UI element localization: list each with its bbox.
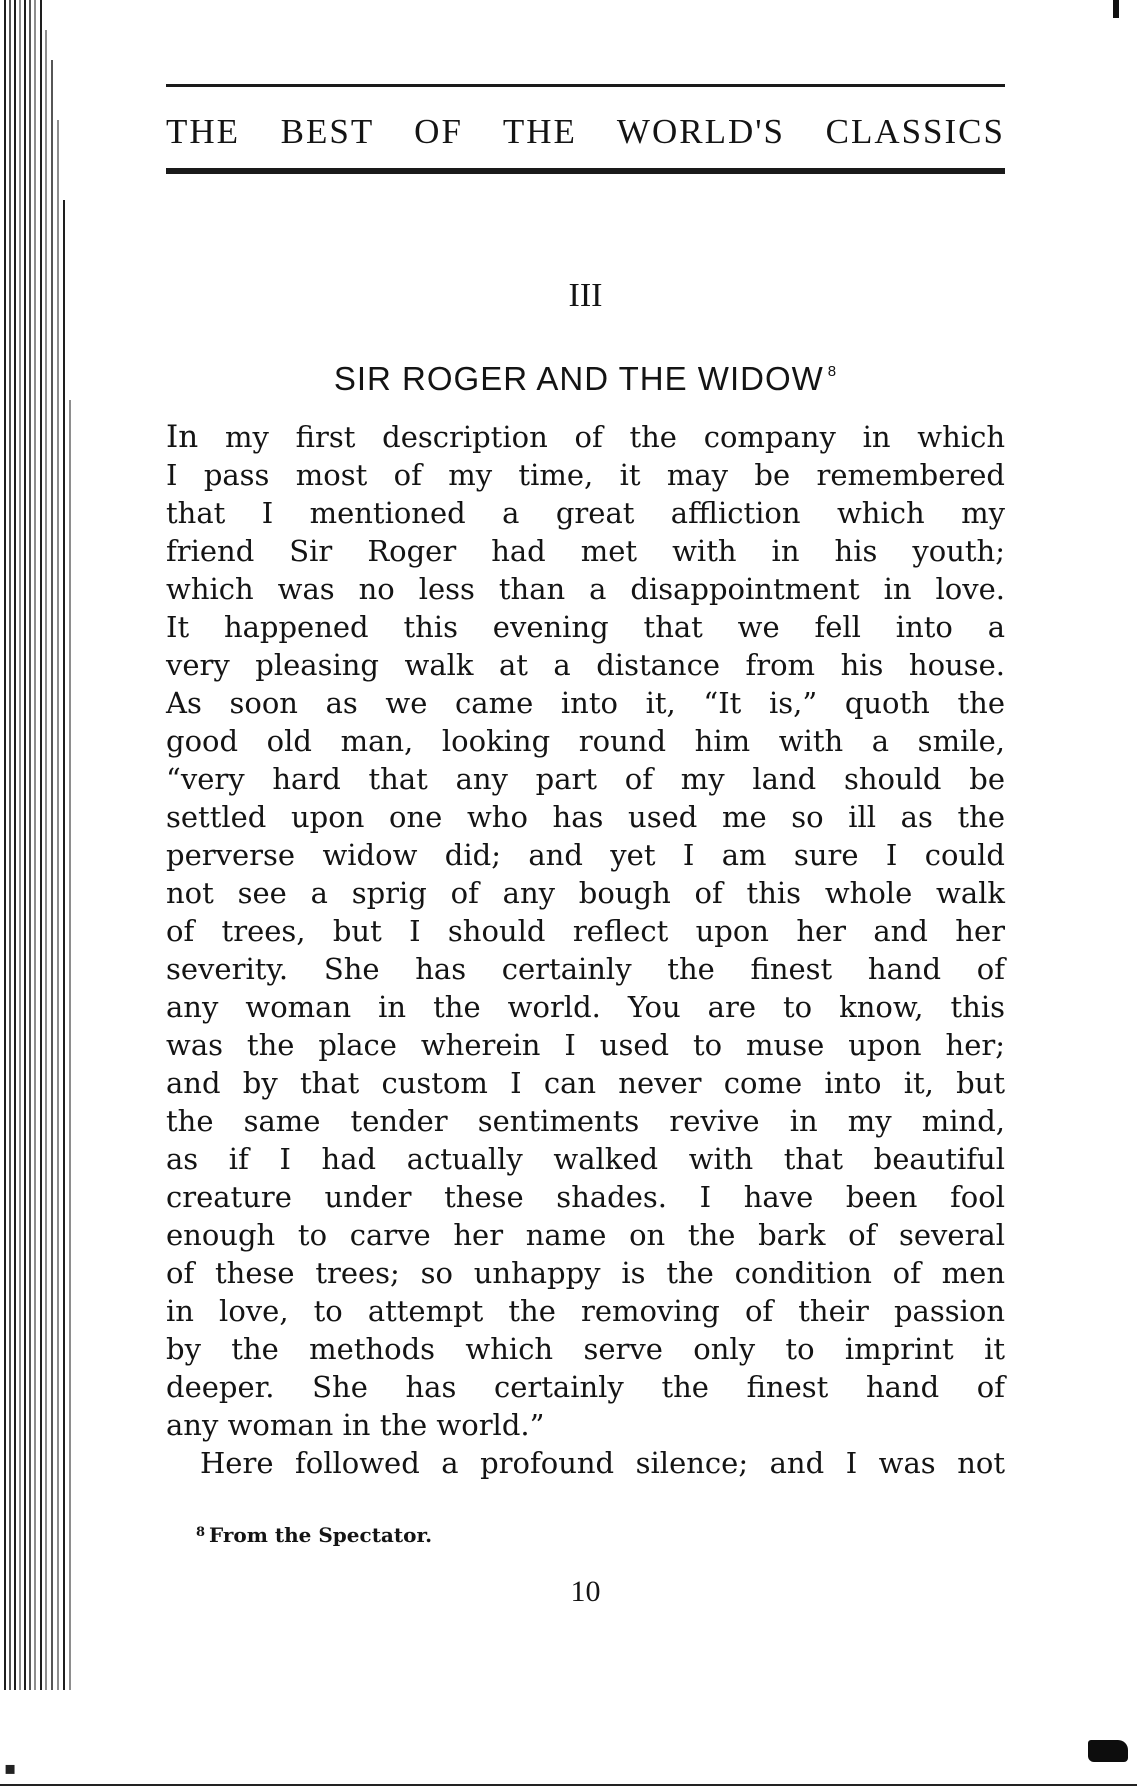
scan-bottom-edge bbox=[0, 1784, 1137, 1786]
body-line: settled upon one who has used me so ill as the bbox=[166, 800, 1005, 834]
chapter-title bbox=[166, 352, 1005, 399]
scan-corner-mark bbox=[1113, 0, 1119, 18]
body-line: In my first description of the company in which bbox=[166, 419, 1005, 455]
body-line: enough to carve her name on the bark of several bbox=[166, 1218, 1005, 1252]
body-line: as if I had actually walked with that beautiful bbox=[166, 1142, 1005, 1176]
body-line: It happened this evening that we fell into a bbox=[166, 610, 1005, 644]
body-line: of trees, but I should reflect upon her and her bbox=[166, 914, 1005, 948]
chapter-number: III bbox=[568, 277, 603, 314]
body-line: which was no less than a disappointment in love. bbox=[166, 572, 1005, 606]
body-line: any woman in the world. You are to know, this bbox=[166, 990, 1005, 1024]
page-number: 10 bbox=[570, 1575, 601, 1608]
running-header: THE BEST OF THE WORLD'S CLASSICS bbox=[166, 112, 1005, 151]
body-line: severity. She has certainly the finest hand of bbox=[166, 952, 1005, 986]
body-line: the same tender sentiments revive in my mind, bbox=[166, 1104, 1005, 1138]
body-line: I pass most of my time, it may be remembered bbox=[166, 458, 1005, 492]
body-line: deeper. She has certainly the finest hand of bbox=[166, 1370, 1005, 1404]
footnote bbox=[196, 1520, 432, 1548]
body-line: very pleasing walk at a distance from his house. bbox=[166, 648, 1005, 682]
body-line: “very hard that any part of my land should be bbox=[166, 762, 1005, 796]
book-binding-edge bbox=[0, 0, 80, 1700]
body-line: not see a sprig of any bough of this whole walk bbox=[166, 876, 1005, 910]
body-line: by the methods which serve only to imprint it bbox=[166, 1332, 1005, 1366]
body-line: any woman in the world.” bbox=[166, 1408, 545, 1442]
body-line: and by that custom I can never come into it, but bbox=[166, 1066, 1005, 1100]
body-line: in love, to attempt the removing of their passion bbox=[166, 1294, 1005, 1328]
body-line: good old man, looking round him with a smile, bbox=[166, 724, 1005, 758]
footnote-marker: 8 bbox=[196, 1525, 206, 1540]
body-line: Here followed a profound silence; and I was not bbox=[200, 1446, 1005, 1480]
scan-mark: ▪ bbox=[4, 1758, 17, 1779]
body-line: of these trees; so unhappy is the condition of men bbox=[166, 1256, 1005, 1290]
footnote-reference: 8 bbox=[827, 363, 838, 380]
body-line: was the place wherein I used to muse upon her; bbox=[166, 1028, 1005, 1062]
body-line: that I mentioned a great affliction which my bbox=[166, 496, 1005, 530]
drop-cap: In bbox=[166, 419, 199, 455]
chapter-title-text: SIR ROGER AND THE WIDOW bbox=[333, 360, 824, 397]
body-line: As soon as we came into it, “It is,” quoth the bbox=[166, 686, 1005, 720]
footnote-text: From the Spectator. bbox=[209, 1523, 433, 1547]
header-rule-bottom bbox=[166, 168, 1005, 174]
header-rule-top bbox=[166, 84, 1005, 87]
body-line: creature under these shades. I have been fool bbox=[166, 1180, 1005, 1214]
body-line: perverse widow did; and yet I am sure I could bbox=[166, 838, 1005, 872]
ink-blot bbox=[1088, 1740, 1128, 1762]
body-line: friend Sir Roger had met with in his youth; bbox=[166, 534, 1005, 568]
